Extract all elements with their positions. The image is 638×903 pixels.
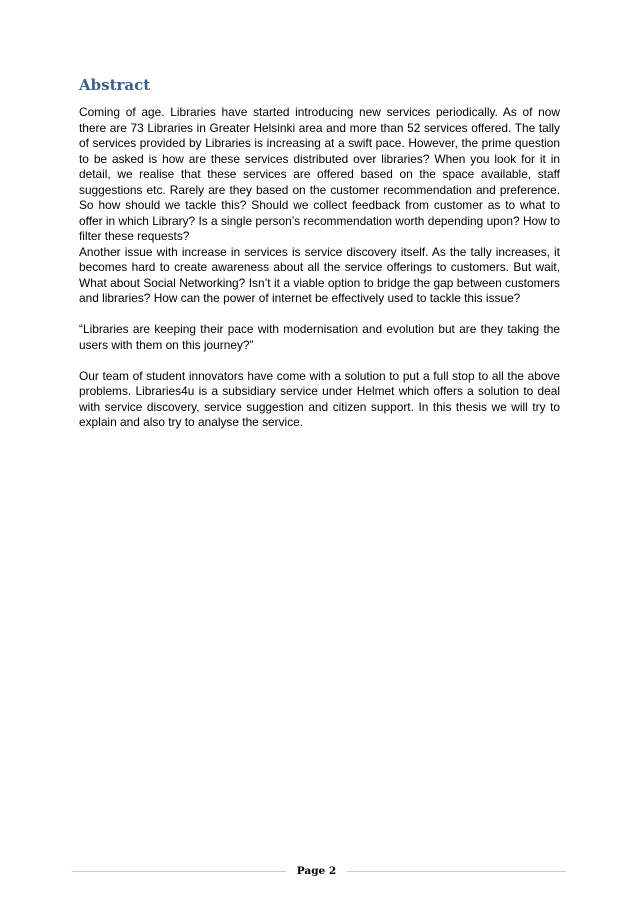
- page-content: [79, 76, 560, 446]
- abstract-paragraph-3-quote: “Libraries are keeping their pace with modernisation and evolution but are they taking the users with them on this journey?”: [79, 322, 560, 352]
- page-footer: [72, 861, 566, 883]
- section-heading-abstract: Abstract: [79, 76, 151, 94]
- abstract-paragraph-4: Our team of student innovators have come with a solution to put a full stop to all the above problems. Libraries4u is a subsidiary service under Helmet which offers a solution to deal with service discovery, service suggestion and citizen support. In this thesis we will try to explain and also try to analyse the service.: [79, 368, 560, 429]
- footer-rule-right: [347, 871, 566, 872]
- abstract-paragraph-2: Another issue with increase in services is service discovery itself. As the tally increases, it becomes hard to create awareness about all the service offerings to customers. But wait, What about Social Networking? Isn’t it a viable option to bridge the gap between customers and libraries? How can the power of internet be effectively used to tackle this issue?: [79, 244, 560, 305]
- footer-rule-left: [72, 871, 286, 872]
- page-number: Page 2: [296, 865, 337, 877]
- abstract-paragraph-1: Coming of age. Libraries have started introducing new services periodically. As of now there are 73 Libraries in Greater Helsinki area and more than 52 services offered. The tally of services provided by Libraries is increasing at a swift pace. However, the prime question to be asked is how are these services distributed over libraries? When you look for it in detail, we realise that these services are offered based on the space available, staff suggestions etc. Rarely are they based on the customer recommendation and preference. So how should we tackle this? Should we collect feedback from customer as to what to offer in which Library? Is a single person’s recommendation worth depending upon? How to filter these requests?: [79, 105, 560, 243]
